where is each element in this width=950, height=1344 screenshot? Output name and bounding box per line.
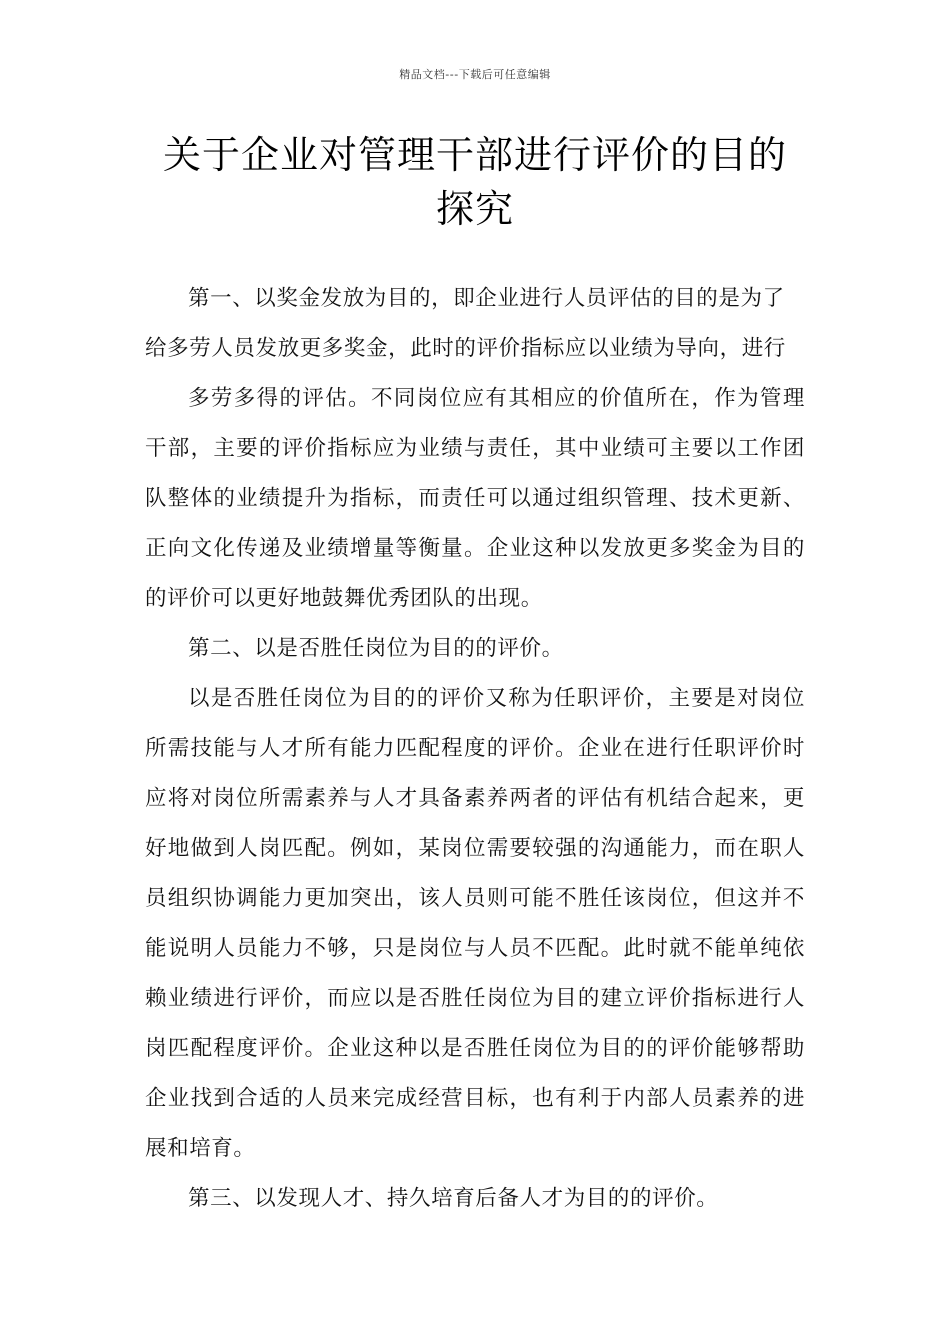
header-note: 精品文档---下载后可任意编辑	[399, 68, 551, 81]
heading-2: 第二、以是否胜任岗位为目的的评价。	[188, 636, 564, 661]
paragraph-2: 多劳多得的评估。不同岗位应有其相应的价值所在，作为管理干部，主要的评价指标应为业绩与责任，其中业绩可主要以工作团队整体的业绩提升为指标，而责任可以通过组织管理、技术更新、正向文化传递及业绩增量等衡量。企业这种以发放更多奖金为目的的评价可以更好地鼓舞优秀团队的出现。	[145, 386, 805, 611]
page-title: 关于企业对管理干部进行评价的目的探究	[162, 133, 787, 231]
paragraph-1-line-1: 第一、以奖金发放为目的，即企业进行人员评估的目的是为了	[188, 286, 785, 311]
paragraph-3: 以是否胜任岗位为目的的评价又称为任职评价，主要是对岗位所需技能与人才所有能力匹配程度的评价。企业在进行任职评价时应将对岗位所需素养与人才具备素养两者的评估有机结合起来，更好地做到人岗匹配。例如，某岗位需要较强的沟通能力，而在职人员组织协调能力更加突出，该人员则可能不胜任该岗位，但这并不能说明人员能力不够，只是岗位与人员不匹配。此时就不能单纯依赖业绩进行评价，而应以是否胜任岗位为目的建立评价指标进行人岗匹配程度评价。企业这种以是否胜任岗位为目的的评价能够帮助企业找到合适的人员来完成经营目标，也有利于内部人员素养的进展和培育。	[145, 686, 805, 1161]
document-body	[145, 274, 805, 1224]
paragraph-1-line-2: 给多劳人员发放更多奖金，此时的评价指标应以业绩为导向，进行	[145, 336, 786, 361]
heading-3: 第三、以发现人才、持久培育后备人才为目的的评价。	[188, 1186, 719, 1211]
